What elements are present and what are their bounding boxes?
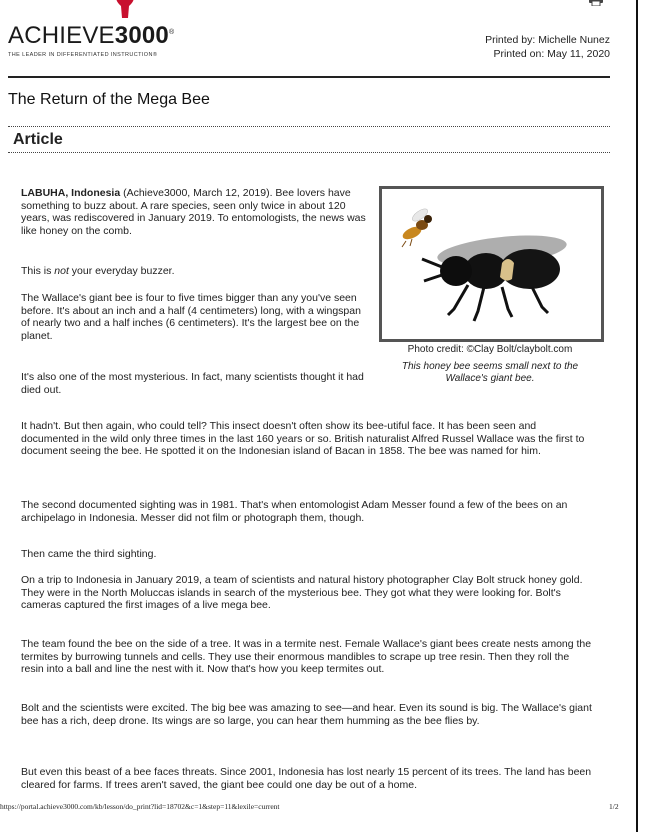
logo-word-light: ACHIEVE [8,22,115,49]
paragraph-2-end: your everyday buzzer. [68,265,175,277]
dotted-rule-bottom [8,152,610,153]
dotted-rule-top [8,126,610,127]
achieve3000-logo [8,22,174,58]
dateline: LABUHA, Indonesia [21,187,121,199]
section-label: Article [13,131,63,148]
bee-illustration [382,189,601,339]
paragraph-1 [21,187,366,237]
print-info [485,33,610,61]
paragraph-5: It hadn't. But then again, who could tell? This insect doesn't often show its bee-utiful face. It has been seen and documented in the wild only three times in the last 160 years or so. British naturalist Alfred Russel Wallace was the first to document seeing the bee. He spotted it on the Indonesian island of Bacan in 1858. The bee was named for him. [21,420,585,458]
giant-bee-icon [422,230,568,321]
paragraph-10: Bolt and the scientists were excited. The big bee was amazing to see—and hear. Even its sound is big. The Wallace's giant bee has a rich, deep drone. Its wings are so large, you can hear them humming as the bee flies by. [21,702,592,727]
honey-bee-icon [401,207,432,247]
logo-wordmark [8,22,174,50]
page-edge-border [636,0,638,832]
paragraph-4: It's also one of the most mysterious. In fact, many scientists thought it had died out. [21,371,364,396]
paragraph-11: But even this beast of a bee faces threats. Since 2001, Indonesia has lost nearly 15 percent of its trees. The land has been cleared for farms. If trees aren't saved, the giant bee could one day be out of a home. [21,766,592,791]
photo-credit: Photo credit: ©Clay Bolt/claybolt.com [407,344,573,355]
paragraph-6: The second documented sighting was in 1981. That's when entomologist Adam Messer found a few of the bees on an archipelago in Indonesia. Messer did not film or photograph them, though. [21,499,568,524]
paragraph-3: The Wallace's giant bee is four to five times bigger than any you've seen before. It's about an inch and a half (4 centimeters) long, with a wingspan of nearly two and a half inches (6 centimeters). It's the largest bee on the planet. [21,292,361,342]
footer-page-number: 1/2 [609,802,619,811]
footer-url: https://portal.achieve3000.com/kb/lesson/do_print?lid=18702&c=1&step=11&lexile=current [0,802,280,811]
header-rule [8,76,610,78]
photo-caption: This honey bee seems small next to the Wallace's giant bee. [401,361,579,384]
logo-trademark: ® [168,29,175,36]
printed-by: Printed by: Michelle Nunez [485,34,610,46]
logo-red-splash [112,0,138,18]
logo-tagline [8,52,174,58]
bee-photo [379,186,604,342]
paragraph-8: On a trip to Indonesia in January 2019, a team of scientists and natural history photographer Clay Bolt struck honey gold. They were in the North Moluccas islands in search of the mysterious bee. They got what they were looking for. Bolt's cameras captured the first images of a live mega bee. [21,574,583,612]
paragraph-9: The team found the bee on the side of a tree. It was in a termite nest. Female Wallace's giant bees create nests among the termites by burrowing tunnels and cells. They use their enormous mandibles to scrape up tree resin. Then they roll the resin into a ball and line the nest with it. Now that's how you keep termites out. [21,638,592,676]
paragraph-1-text: (Achieve3000, March 12, 2019). Bee lovers have something to buzz about. A rare species, seen only twice in about 120 years, was rediscovered in January 2019. To entomologists, the news was like honey on the comb. [21,187,366,237]
logo-word-bold: 3000 [114,22,169,49]
printed-on: Printed on: May 11, 2020 [493,48,610,60]
paragraph-2 [21,265,366,278]
article-title: The Return of the Mega Bee [8,91,210,108]
printer-icon[interactable] [588,0,604,6]
logo-tagline-text: THE LEADER IN DIFFERENTIATED INSTRUCTION [8,52,153,58]
paragraph-2-start: This is [21,265,55,277]
paragraph-2-emphasis: not [54,265,69,277]
paragraph-7: Then came the third sighting. [21,548,157,560]
logo-tagline-tm: ® [152,52,158,58]
